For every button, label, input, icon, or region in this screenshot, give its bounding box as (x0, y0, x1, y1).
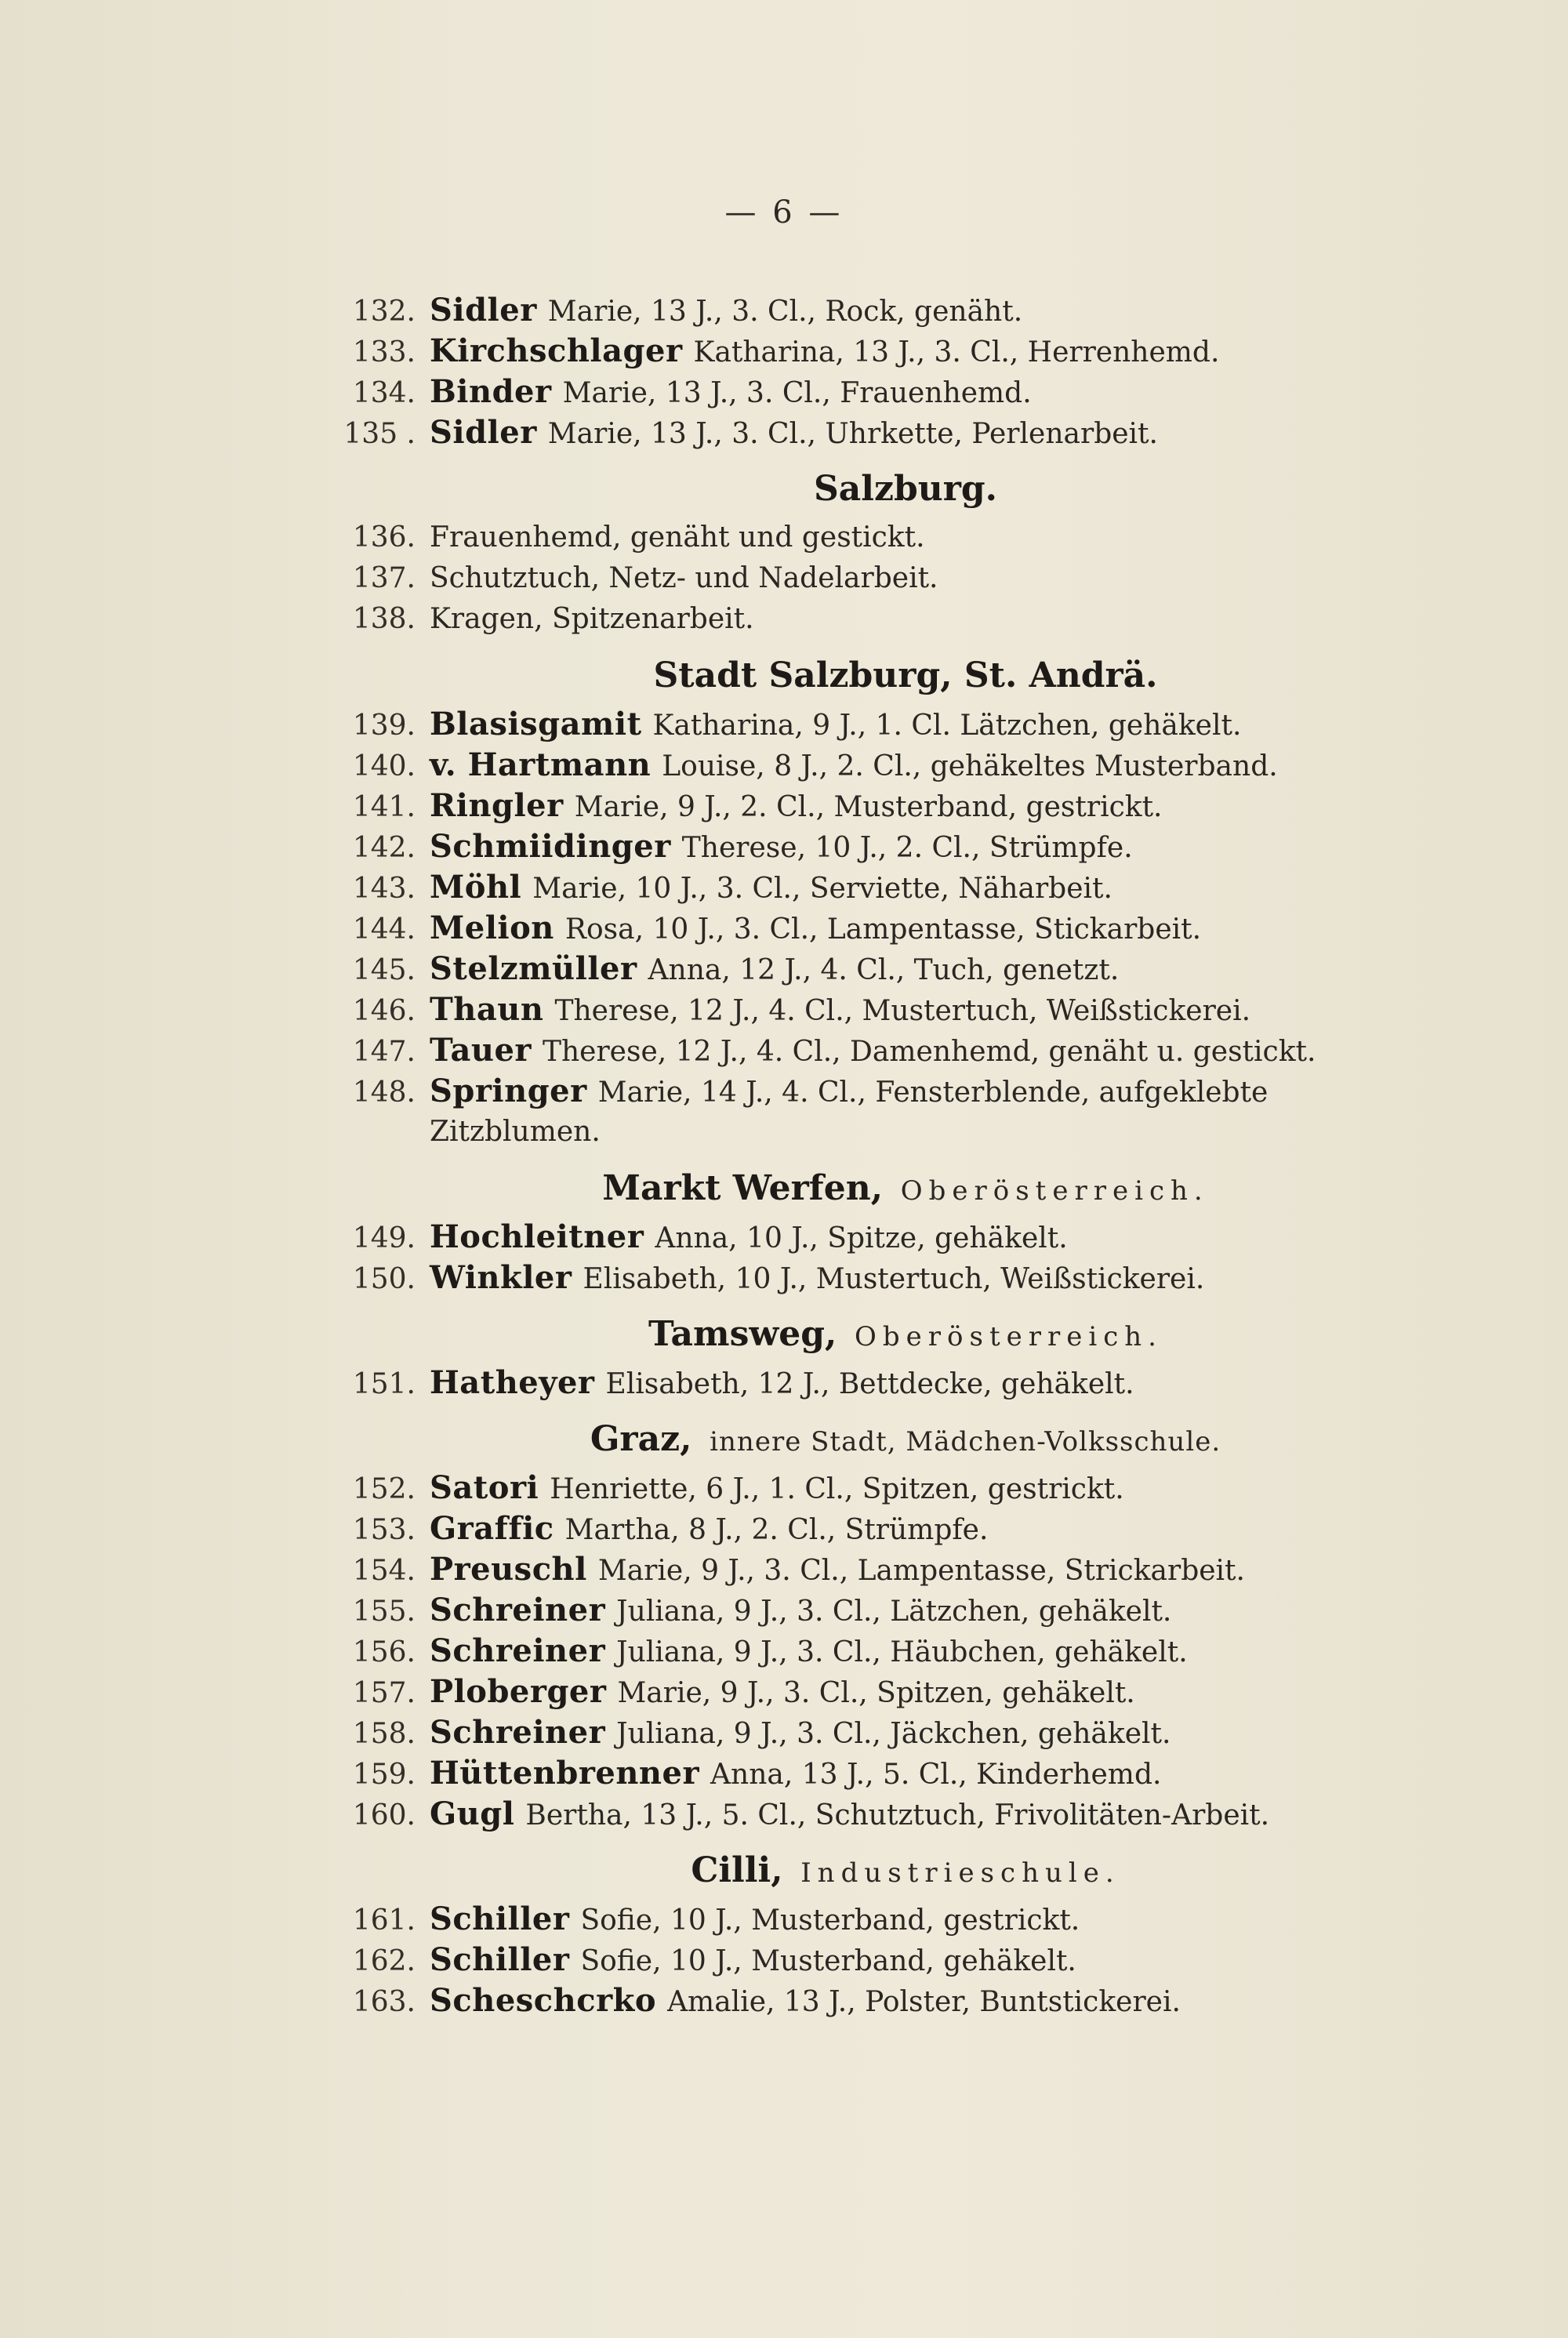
entry-details: Elisabeth, 10 J., Mustertuch, Weißstickerei. (583, 1263, 1205, 1295)
list-item (321, 1631, 1396, 1672)
entry-name: Stelzmüller (430, 950, 637, 987)
section-place: Tamsweg, (648, 1314, 837, 1354)
section-subtitle: innere Stadt, Mädchen-Volksschule. (710, 1426, 1221, 1458)
entry-details: Therese, 10 J., 2. Cl., Strümpfe. (681, 832, 1133, 864)
entry-name: Gugl (430, 1795, 515, 1832)
entry-details: Marie, 14 J., 4. Cl., Fensterblende, aufgeklebte (597, 1076, 1269, 1109)
entry-details: Elisabeth, 12 J., Bettdecke, gehäkelt. (605, 1368, 1134, 1400)
entry-number: 145. (352, 954, 416, 986)
entry-number: 142. (352, 832, 416, 864)
entry-number: 147. (352, 1036, 416, 1068)
entry-name: Schiller (430, 1901, 570, 1937)
entry-name: Schiller (430, 1941, 570, 1978)
entry-number: 150. (352, 1263, 416, 1295)
entry-name: Kirchschlager (430, 332, 683, 369)
list-item (321, 704, 1396, 745)
list-item (321, 1940, 1396, 1980)
entry-name: Schreiner (430, 1632, 606, 1669)
entry-name: Springer (430, 1073, 587, 1109)
entry-name: Scheschcrko (430, 1982, 657, 2019)
entry-name: Schreiner (430, 1592, 606, 1628)
list-item (321, 1468, 1396, 1508)
list-item (321, 1071, 1396, 1112)
section-subtitle: Industrieschule. (800, 1857, 1120, 1889)
section-heading-stadt-salzburg (321, 648, 1396, 704)
entry-details: Rosa, 10 J., 3. Cl., Lampentasse, Stickarbeit. (564, 913, 1202, 946)
entry-name: Satori (430, 1469, 539, 1506)
entry-number: 134. (352, 377, 416, 409)
entry-details: Marie, 13 J., 3. Cl., Uhrkette, Perlenarbeit. (547, 418, 1158, 450)
entry-number: 149. (352, 1222, 416, 1254)
page-number: — 6 — (724, 194, 844, 231)
entry-name: Melion (430, 909, 554, 946)
section-heading-tamsweg (321, 1306, 1396, 1363)
list-item (321, 412, 1396, 453)
entry-details: Anna, 13 J., 5. Cl., Kinderhemd. (710, 1759, 1162, 1791)
section-place: Salzburg. (813, 469, 997, 509)
list-item (321, 908, 1396, 949)
list-item (321, 331, 1396, 372)
entry-number: 151. (352, 1368, 416, 1400)
entry-details: Sofie, 10 J., Musterband, gestrickt. (580, 1904, 1080, 1937)
entry-details: Katharina, 13 J., 3. Cl., Herrenhemd. (693, 336, 1220, 368)
entry-name: Schreiner (430, 1714, 606, 1751)
entry-number: 144. (352, 913, 416, 946)
section-heading-cilli (321, 1842, 1396, 1899)
section-place: Graz, (590, 1419, 692, 1459)
list-item (321, 1899, 1396, 1940)
entry-number: 155. (352, 1596, 416, 1628)
list-item (321, 1217, 1396, 1258)
entry-details: Marie, 9 J., 3. Cl., Spitzen, gehäkelt. (617, 1677, 1135, 1709)
entry-name: Preuschl (430, 1551, 587, 1588)
entry-details: Henriette, 6 J., 1. Cl., Spitzen, gestrickt. (550, 1473, 1124, 1505)
entry-number: 162. (352, 1945, 416, 1977)
list-item (321, 1508, 1396, 1549)
list-item (321, 372, 1396, 412)
list-item (321, 517, 1396, 558)
entry-name: Winkler (430, 1259, 572, 1296)
list-item (321, 1712, 1396, 1753)
entry-details: Amalie, 13 J., Polster, Buntstickerei. (667, 1986, 1181, 2018)
entry-name: Hatheyer (430, 1364, 595, 1401)
entry-number: 140. (352, 750, 416, 782)
entry-details: Marie, 9 J., 3. Cl., Lampentasse, Strickarbeit. (597, 1555, 1245, 1587)
entry-details: Juliana, 9 J., 3. Cl., Jäckchen, gehäkelt. (616, 1718, 1171, 1750)
entry-name: Möhl (430, 869, 522, 906)
list-item (321, 599, 1396, 640)
entry-details: Marie, 13 J., 3. Cl., Frauenhemd. (562, 377, 1032, 409)
entry-name: v. Hartmann (430, 746, 652, 783)
entry-name: Graffic (430, 1510, 554, 1547)
entry-details: Louise, 8 J., 2. Cl., gehäkeltes Musterband. (662, 750, 1278, 782)
list-item (321, 1753, 1396, 1794)
entry-number: 158. (352, 1718, 416, 1750)
section-place: Cilli, (691, 1850, 783, 1890)
entry-number: 156. (352, 1636, 416, 1668)
list-item (321, 826, 1396, 867)
entry-number: 154. (352, 1555, 416, 1587)
entry-number: 136. (352, 521, 416, 554)
entry-name: Hochleitner (430, 1218, 644, 1255)
entry-details: Frauenhemd, genäht und gestickt. (430, 521, 925, 554)
entry-details: Kragen, Spitzenarbeit. (430, 603, 754, 635)
entry-number: 139. (352, 710, 416, 742)
entry-details: Marie, 13 J., 3. Cl., Rock, genäht. (547, 296, 1023, 328)
entry-details: Therese, 12 J., 4. Cl., Mustertuch, Weißstickerei. (554, 995, 1251, 1027)
entry-details: Katharina, 9 J., 1. Cl. Lätzchen, gehäkelt. (652, 710, 1242, 742)
entry-number: 157. (352, 1677, 416, 1709)
entry-details: Therese, 12 J., 4. Cl., Damenhemd, genäht u. gestickt. (542, 1036, 1316, 1068)
entry-number: 159. (352, 1759, 416, 1791)
entry-name: Schmiidinger (430, 828, 671, 865)
list-item (321, 1549, 1396, 1590)
list-item (321, 867, 1396, 908)
list-item (321, 989, 1396, 1030)
entry-name: Ploberger (430, 1673, 607, 1710)
entry-details: Bertha, 13 J., 5. Cl., Schutztuch, Frivolitäten-Arbeit. (525, 1799, 1270, 1832)
entry-name: Hüttenbrenner (430, 1755, 700, 1792)
entry-number: 132. (352, 296, 416, 328)
list-item (321, 558, 1396, 599)
entry-number: 153. (352, 1514, 416, 1546)
list-item (321, 786, 1396, 826)
list-item (321, 1980, 1396, 2021)
entry-name: Sidler (430, 414, 537, 451)
list-item (321, 290, 1396, 331)
section-place: Markt Werfen, (602, 1168, 884, 1208)
list-item (321, 1672, 1396, 1712)
entry-number: 143. (352, 873, 416, 905)
entry-name: Ringler (430, 787, 564, 824)
entry-name: Thaun (430, 991, 544, 1028)
section-heading-graz (321, 1411, 1396, 1468)
entry-number: 135 . (343, 418, 416, 450)
entry-number: 148. (352, 1076, 416, 1109)
entry-number: 137. (352, 562, 416, 594)
entry-number: 163. (352, 1986, 416, 2018)
entry-name: Blasisgamit (430, 706, 642, 742)
list-item (321, 745, 1396, 786)
entry-number: 138. (352, 603, 416, 635)
entry-number: 160. (352, 1799, 416, 1832)
section-heading-salzburg (321, 461, 1396, 517)
entry-name: Tauer (430, 1032, 532, 1069)
section-subtitle: Oberösterreich. (855, 1321, 1163, 1352)
entry-details: Juliana, 9 J., 3. Cl., Lätzchen, gehäkelt. (616, 1596, 1172, 1628)
entry-details: Sofie, 10 J., Musterband, gehäkelt. (580, 1945, 1076, 1977)
entry-details: Marie, 10 J., 3. Cl., Serviette, Näharbeit. (532, 873, 1112, 905)
section-subtitle: Oberösterreich. (900, 1175, 1209, 1207)
entry-number: 141. (352, 791, 416, 823)
list-item (321, 1030, 1396, 1071)
list-item (321, 1590, 1396, 1631)
list-item (321, 1363, 1396, 1403)
section-heading-werfen (321, 1160, 1396, 1217)
entry-name: Binder (430, 373, 552, 410)
list-item (321, 1258, 1396, 1298)
entry-number: 161. (352, 1904, 416, 1937)
list-item (321, 949, 1396, 989)
entry-details: Juliana, 9 J., 3. Cl., Häubchen, gehäkelt. (616, 1636, 1188, 1668)
entry-continuation: Zitzblumen. (430, 1116, 601, 1148)
section-place: Stadt Salzburg, St. Andrä. (653, 655, 1158, 695)
entry-number: 133. (352, 336, 416, 368)
entry-name: Sidler (430, 292, 537, 329)
entry-details: Anna, 12 J., 4. Cl., Tuch, genetzt. (648, 954, 1120, 986)
entry-details: Marie, 9 J., 2. Cl., Musterband, gestrickt. (574, 791, 1163, 823)
list-item (321, 1794, 1396, 1835)
entry-details: Anna, 10 J., Spitze, gehäkelt. (655, 1222, 1068, 1254)
entry-number: 146. (352, 995, 416, 1027)
entry-details: Martha, 8 J., 2. Cl., Strümpfe. (564, 1514, 989, 1546)
entry-number: 152. (352, 1473, 416, 1505)
entry-list (321, 290, 1396, 2021)
entry-details: Schutztuch, Netz- und Nadelarbeit. (430, 562, 938, 594)
